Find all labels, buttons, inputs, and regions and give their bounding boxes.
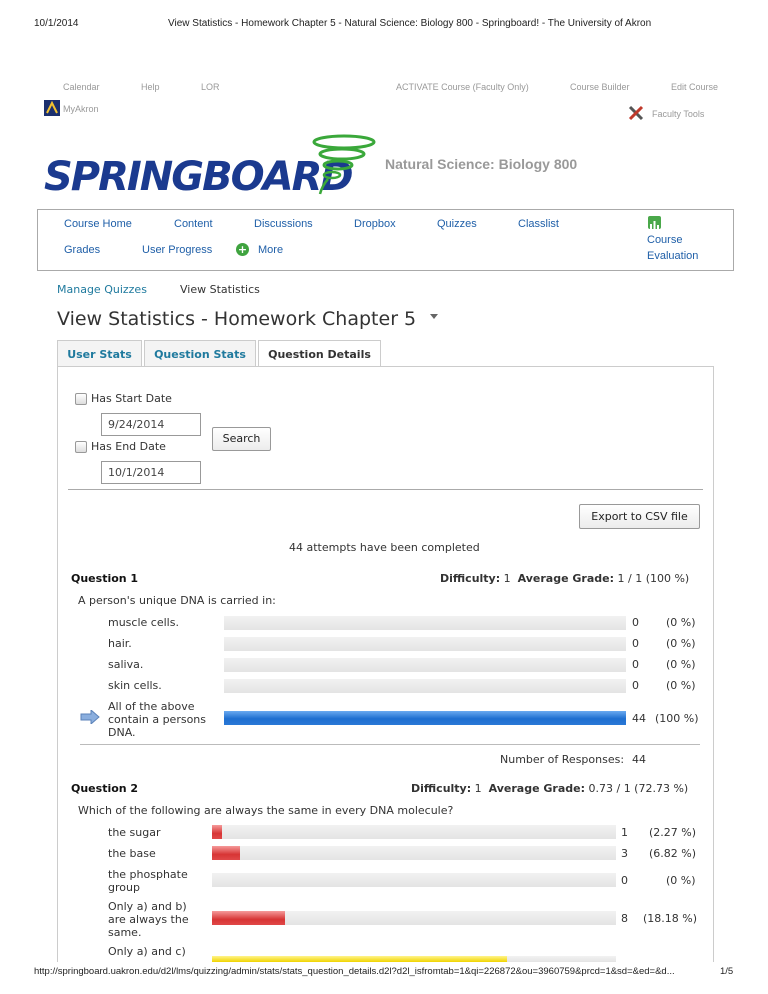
nav-course-evaluation-line1[interactable]: Course	[647, 234, 683, 246]
option-count: 3	[621, 847, 628, 860]
option-count: 44	[632, 712, 646, 725]
option-label-line1: the phosphate	[108, 868, 188, 881]
end-date-input[interactable]: 10/1/2014	[101, 461, 201, 484]
print-title: View Statistics - Homework Chapter 5 - Natural Science: Biology 800 - Springboard! - The University of Akron	[168, 18, 652, 29]
footer-page-number: 1/5	[720, 966, 734, 977]
option-label-line3: same.	[108, 926, 142, 939]
nav-more[interactable]: More	[258, 244, 284, 256]
option-bar-track	[224, 679, 626, 693]
start-date-input[interactable]: 9/24/2014	[101, 413, 201, 436]
difficulty-value: 1	[503, 572, 511, 585]
calendar-link[interactable]: Calendar	[63, 82, 100, 92]
option-percent: (0 %)	[666, 658, 696, 671]
question-title: Question 1	[71, 572, 139, 585]
correct-answer-arrow-icon	[80, 709, 100, 723]
option-label-line1: All of the above	[108, 700, 195, 713]
course-builder-link[interactable]: Course Builder	[570, 82, 630, 92]
option-count: 0	[632, 637, 639, 650]
plus-icon[interactable]: +	[237, 243, 248, 256]
swirl-logo-icon	[308, 132, 378, 196]
option-label-line3: DNA.	[108, 726, 136, 739]
nav-grades[interactable]: Grades	[64, 244, 101, 256]
option-bar-track	[224, 616, 626, 630]
has-start-date-checkbox[interactable]	[75, 393, 87, 405]
number-of-responses-label: Number of Responses:	[500, 753, 625, 766]
title-menu-chevron-down-icon[interactable]	[430, 314, 438, 319]
option-bar-fill	[212, 911, 285, 925]
option-percent: (2.27 %)	[649, 826, 697, 839]
breadcrumb-manage-quizzes[interactable]: Manage Quizzes	[57, 283, 147, 296]
option-label-line1: Only a) and b)	[108, 900, 187, 913]
option-bar-fill	[212, 825, 222, 839]
course-title: Natural Science: Biology 800	[385, 156, 578, 172]
option-label: the base	[108, 847, 156, 860]
has-end-date-checkbox[interactable]	[75, 441, 87, 453]
option-count: 0	[621, 874, 628, 887]
nav-dropbox[interactable]: Dropbox	[354, 218, 396, 230]
average-grade-value: 0.73 / 1 (72.73 %)	[588, 782, 689, 795]
lor-link[interactable]: LOR	[201, 82, 220, 92]
faculty-tools-icon[interactable]	[627, 104, 645, 122]
option-count: 0	[632, 616, 639, 629]
myakron-link[interactable]: MyAkron	[63, 104, 99, 114]
option-count: 1	[621, 826, 628, 839]
nav-discussions[interactable]: Discussions	[254, 218, 313, 230]
course-evaluation-icon[interactable]	[648, 216, 661, 229]
option-bar-fill	[212, 846, 240, 860]
difficulty-label: Difficulty:	[440, 572, 501, 585]
option-label: hair.	[108, 637, 132, 650]
faculty-tools-link[interactable]: Faculty Tools	[652, 109, 705, 119]
option-count: 0	[632, 679, 639, 692]
option-percent: (0 %)	[666, 616, 696, 629]
has-end-date-label: Has End Date	[91, 440, 166, 453]
average-grade-label: Average Grade:	[488, 782, 585, 795]
has-start-date-label: Has Start Date	[91, 392, 172, 405]
question-stats-summary	[411, 782, 688, 795]
option-percent: (0 %)	[666, 874, 696, 887]
export-csv-button[interactable]: Export to CSV file	[579, 504, 700, 529]
option-count: 0	[632, 658, 639, 671]
option-label: the sugar	[108, 826, 161, 839]
option-bar-track	[212, 911, 616, 925]
search-button[interactable]: Search	[212, 427, 271, 451]
option-label: saliva.	[108, 658, 144, 671]
filter-divider	[68, 489, 703, 490]
nav-course-home[interactable]: Course Home	[64, 218, 132, 230]
difficulty-value: 1	[474, 782, 482, 795]
breadcrumb-current: View Statistics	[180, 283, 260, 296]
help-link[interactable]: Help	[141, 82, 160, 92]
option-bar-track	[212, 825, 616, 839]
edit-course-link[interactable]: Edit Course	[671, 82, 719, 92]
nav-course-evaluation-line2[interactable]: Evaluation	[647, 250, 699, 262]
option-percent: (6.82 %)	[649, 847, 697, 860]
option-label-line2: contain a persons	[108, 713, 207, 726]
question-title: Question 2	[71, 782, 139, 795]
option-bar-track	[224, 637, 626, 651]
difficulty-label: Difficulty:	[411, 782, 472, 795]
average-grade-value: 1 / 1 (100 %)	[617, 572, 690, 585]
question-stats-summary	[440, 572, 689, 585]
tab-user-stats[interactable]: User Stats	[57, 340, 142, 367]
activate-course-link[interactable]: ACTIVATE Course (Faculty Only)	[396, 82, 529, 92]
page-title: View Statistics - Homework Chapter 5	[57, 308, 417, 330]
nav-classlist[interactable]: Classlist	[518, 218, 559, 230]
option-percent: (0 %)	[666, 637, 696, 650]
print-date: 10/1/2014	[34, 18, 79, 29]
option-label-line2: group	[108, 881, 140, 894]
option-percent: (0 %)	[666, 679, 696, 692]
option-bar-fill	[224, 711, 626, 725]
option-bar-track	[212, 846, 616, 860]
myakron-icon[interactable]	[44, 100, 60, 116]
option-bar-track	[224, 711, 626, 725]
tab-question-details[interactable]: Question Details	[258, 340, 381, 367]
option-label: muscle cells.	[108, 616, 179, 629]
option-label: Only a) and c)	[108, 945, 186, 958]
option-percent: (18.18 %)	[643, 912, 698, 925]
option-count: 8	[621, 912, 628, 925]
option-label: skin cells.	[108, 679, 162, 692]
nav-content[interactable]: Content	[174, 218, 213, 230]
question-divider	[80, 744, 700, 745]
nav-quizzes[interactable]: Quizzes	[437, 218, 477, 230]
option-bar-track	[212, 873, 616, 887]
springboard-logo[interactable]: SPRINGBOARD	[44, 154, 352, 200]
footer-url: http://springboard.uakron.edu/d2l/lms/quizzing/admin/stats/stats_question_details.d2l?d2l_isfromtab=1&qi=226872&ou=3960759&prcd=1&sd=&ed=&d...	[34, 966, 675, 977]
number-of-responses-value: 44	[632, 753, 646, 766]
nav-user-progress[interactable]: User Progress	[142, 244, 213, 256]
option-bar-track	[224, 658, 626, 672]
option-label-line2: are always the	[108, 913, 189, 926]
attempts-completed-text: 44 attempts have been completed	[289, 541, 480, 554]
average-grade-label: Average Grade:	[517, 572, 614, 585]
question-text: Which of the following are always the same in every DNA molecule?	[78, 804, 454, 817]
question-text: A person's unique DNA is carried in:	[78, 594, 276, 607]
tab-question-stats[interactable]: Question Stats	[144, 340, 256, 367]
option-percent: (100 %)	[655, 712, 699, 725]
